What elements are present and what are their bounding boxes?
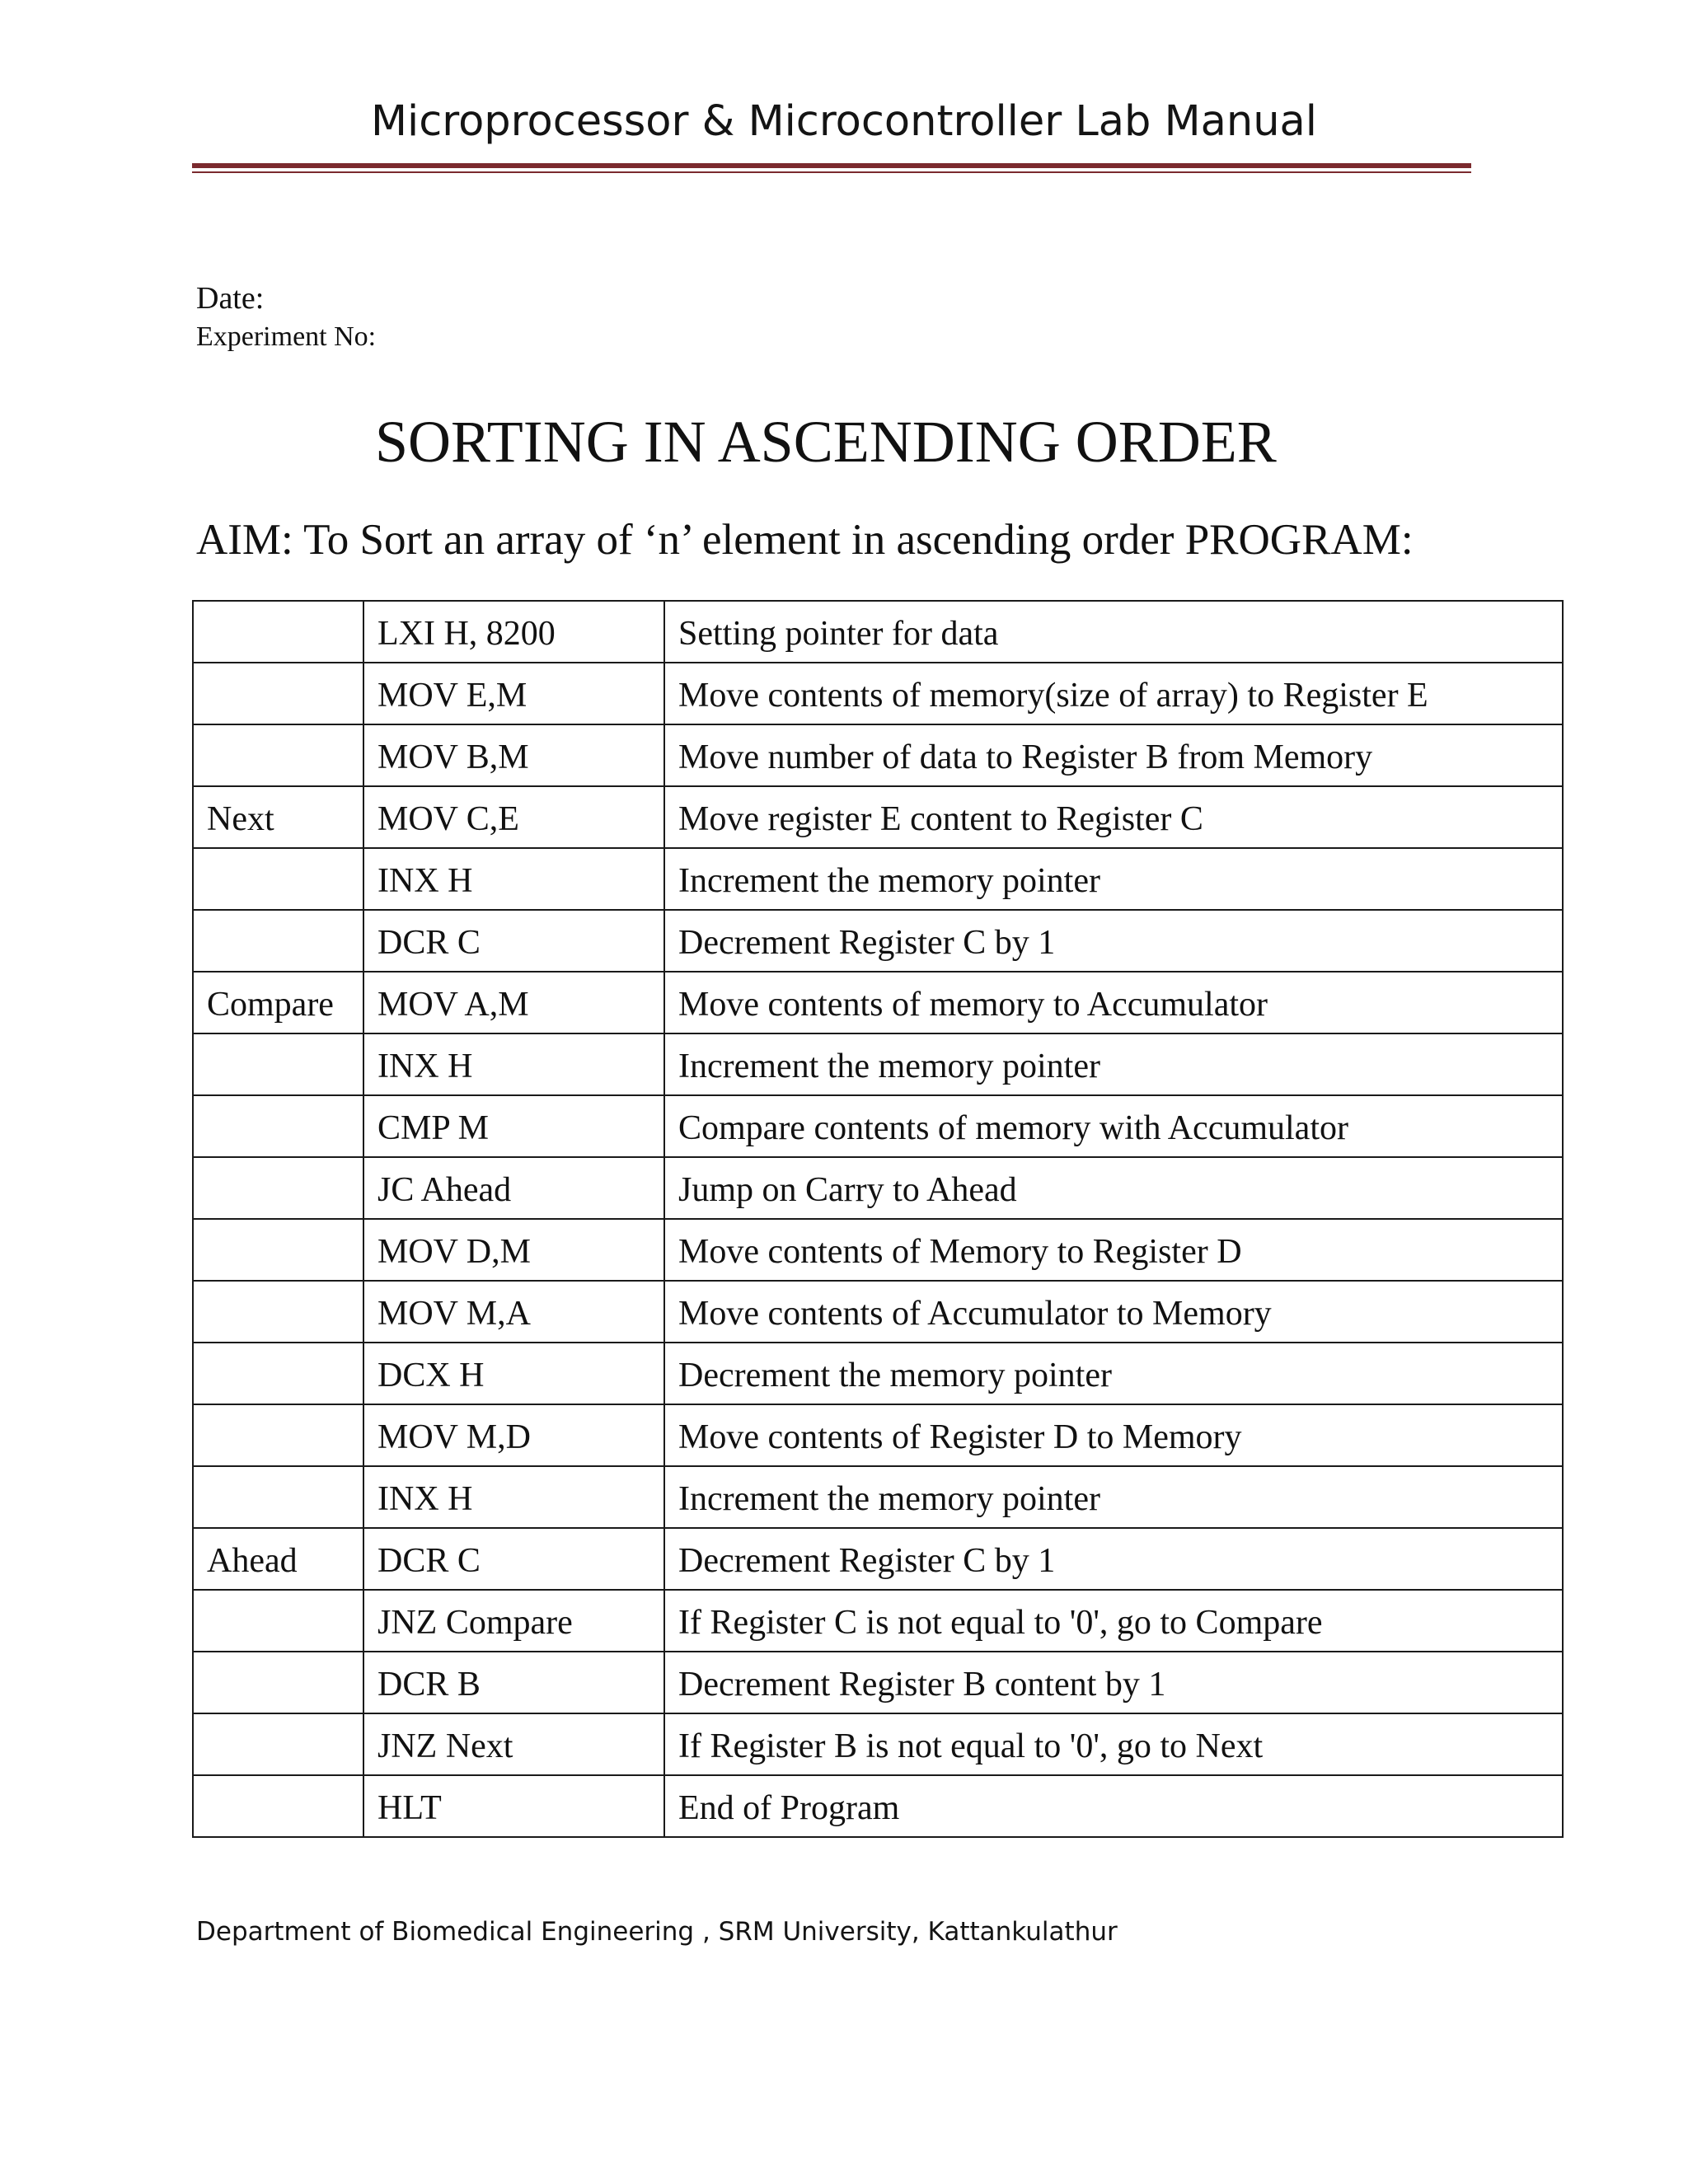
program-row bbox=[193, 1281, 1563, 1343]
comment-cell: Increment the memory pointer bbox=[664, 1466, 1563, 1528]
program-row bbox=[193, 1775, 1563, 1837]
label-cell bbox=[193, 848, 363, 910]
comment-cell: Move number of data to Register B from Memory bbox=[664, 724, 1563, 786]
label-cell bbox=[193, 1713, 363, 1775]
comment-cell: Compare contents of memory with Accumulator bbox=[664, 1095, 1563, 1157]
instruction-cell: MOV M,D bbox=[363, 1404, 664, 1466]
header-rule-thin bbox=[192, 171, 1471, 173]
aim-statement: AIM: To Sort an array of ‘n’ element in ascending order PROGRAM: bbox=[196, 516, 1414, 564]
label-cell bbox=[193, 1652, 363, 1713]
instruction-cell: DCR C bbox=[363, 1528, 664, 1590]
comment-cell: Move contents of memory(size of array) to Register E bbox=[664, 663, 1563, 724]
instruction-cell: INX H bbox=[363, 1033, 664, 1095]
date-label: Date: bbox=[196, 281, 265, 316]
program-row bbox=[193, 1157, 1563, 1219]
program-table-body bbox=[193, 601, 1563, 1837]
instruction-cell: INX H bbox=[363, 848, 664, 910]
comment-cell: If Register C is not equal to '0', go to Compare bbox=[664, 1590, 1563, 1652]
label-cell bbox=[193, 724, 363, 786]
label-cell bbox=[193, 1775, 363, 1837]
comment-cell: Increment the memory pointer bbox=[664, 848, 1563, 910]
instruction-cell: JNZ Next bbox=[363, 1713, 664, 1775]
comment-cell: Move contents of Memory to Register D bbox=[664, 1219, 1563, 1281]
instruction-cell: LXI H, 8200 bbox=[363, 601, 664, 663]
program-row bbox=[193, 1652, 1563, 1713]
comment-cell: Move contents of Accumulator to Memory bbox=[664, 1281, 1563, 1343]
instruction-cell: DCR B bbox=[363, 1652, 664, 1713]
label-cell bbox=[193, 1281, 363, 1343]
comment-cell: Increment the memory pointer bbox=[664, 1033, 1563, 1095]
comment-cell: Decrement the memory pointer bbox=[664, 1343, 1563, 1404]
comment-cell: End of Program bbox=[664, 1775, 1563, 1837]
label-cell bbox=[193, 1466, 363, 1528]
program-row bbox=[193, 1528, 1563, 1590]
program-row bbox=[193, 972, 1563, 1033]
program-row bbox=[193, 848, 1563, 910]
label-cell bbox=[193, 1095, 363, 1157]
instruction-cell: HLT bbox=[363, 1775, 664, 1837]
program-row bbox=[193, 663, 1563, 724]
instruction-cell: MOV C,E bbox=[363, 786, 664, 848]
program-row bbox=[193, 1095, 1563, 1157]
label-cell bbox=[193, 910, 363, 972]
instruction-cell: JC Ahead bbox=[363, 1157, 664, 1219]
program-row bbox=[193, 1219, 1563, 1281]
program-row bbox=[193, 724, 1563, 786]
instruction-cell: MOV B,M bbox=[363, 724, 664, 786]
instruction-cell: MOV D,M bbox=[363, 1219, 664, 1281]
page-footer: Department of Biomedical Engineering , SRM University, Kattankulathur bbox=[196, 1917, 1118, 1947]
instruction-cell: MOV A,M bbox=[363, 972, 664, 1033]
program-row bbox=[193, 1404, 1563, 1466]
label-cell: Ahead bbox=[193, 1528, 363, 1590]
comment-cell: Decrement Register C by 1 bbox=[664, 910, 1563, 972]
program-row bbox=[193, 910, 1563, 972]
comment-cell: Move contents of memory to Accumulator bbox=[664, 972, 1563, 1033]
comment-cell: Jump on Carry to Ahead bbox=[664, 1157, 1563, 1219]
instruction-cell: DCR C bbox=[363, 910, 664, 972]
comment-cell: Decrement Register B content by 1 bbox=[664, 1652, 1563, 1713]
label-cell bbox=[193, 1590, 363, 1652]
label-cell bbox=[193, 1157, 363, 1219]
instruction-cell: MOV M,A bbox=[363, 1281, 664, 1343]
label-cell: Next bbox=[193, 786, 363, 848]
comment-cell: Setting pointer for data bbox=[664, 601, 1563, 663]
instruction-cell: MOV E,M bbox=[363, 663, 664, 724]
instruction-cell: DCX H bbox=[363, 1343, 664, 1404]
label-cell bbox=[193, 1033, 363, 1095]
comment-cell: Move contents of Register D to Memory bbox=[664, 1404, 1563, 1466]
program-table bbox=[192, 600, 1564, 1838]
comment-cell: If Register B is not equal to '0', go to Next bbox=[664, 1713, 1563, 1775]
label-cell bbox=[193, 1404, 363, 1466]
program-row bbox=[193, 1590, 1563, 1652]
instruction-cell: INX H bbox=[363, 1466, 664, 1528]
instruction-cell: CMP M bbox=[363, 1095, 664, 1157]
program-row bbox=[193, 1033, 1563, 1095]
comment-cell: Decrement Register C by 1 bbox=[664, 1528, 1563, 1590]
comment-cell: Move register E content to Register C bbox=[664, 786, 1563, 848]
label-cell bbox=[193, 1343, 363, 1404]
program-row bbox=[193, 1466, 1563, 1528]
document-title: SORTING IN ASCENDING ORDER bbox=[375, 409, 1277, 475]
experiment-number-label: Experiment No: bbox=[196, 321, 377, 352]
program-row bbox=[193, 1343, 1563, 1404]
instruction-cell: JNZ Compare bbox=[363, 1590, 664, 1652]
program-row bbox=[193, 601, 1563, 663]
header-rule-thick bbox=[192, 163, 1471, 168]
program-row bbox=[193, 786, 1563, 848]
page-header-title: Microprocessor & Microcontroller Lab Manual bbox=[371, 97, 1317, 146]
label-cell bbox=[193, 663, 363, 724]
label-cell: Compare bbox=[193, 972, 363, 1033]
program-row bbox=[193, 1713, 1563, 1775]
label-cell bbox=[193, 1219, 363, 1281]
label-cell bbox=[193, 601, 363, 663]
